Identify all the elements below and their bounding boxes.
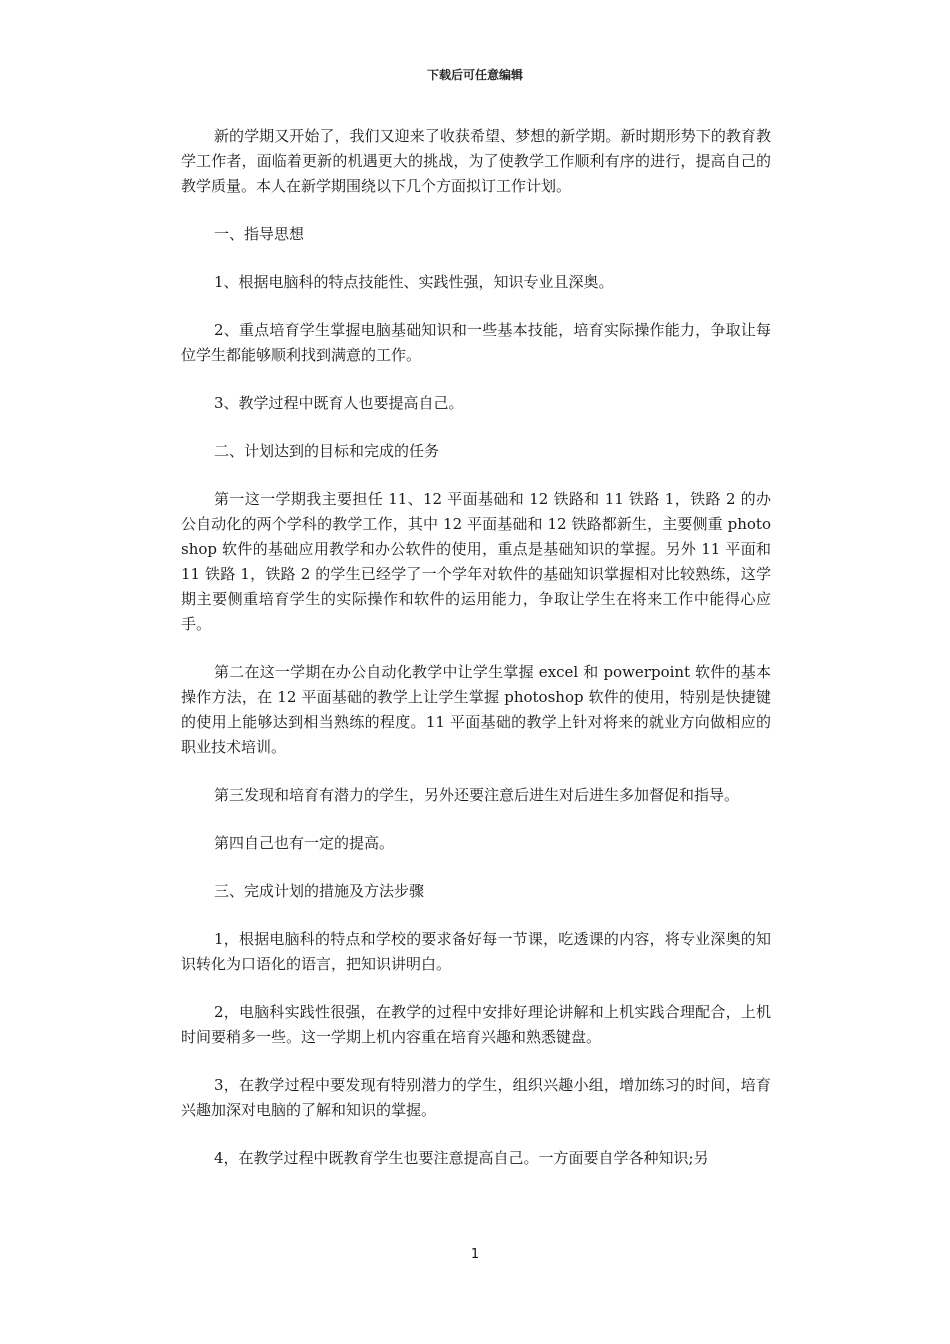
page-header: 下载后可任意编辑: [426, 68, 523, 82]
page-number: 1: [470, 1247, 480, 1262]
measure-item-1: 1，根据电脑科的特点和学校的要求备好每一节课，吃透课的内容，将专业深奥的知识转化为口语化的语言，把知识讲明白。: [181, 930, 771, 973]
document-body: [181, 124, 771, 1194]
measure-item-4: 4，在教学过程中既教育学生也要注意提高自己。一方面要自学各种知识;另: [214, 1149, 709, 1167]
guiding-item-2: 2、重点培育学生掌握电脑基础知识和一些基本技能，培育实际操作能力，争取让每位学生都能够顺利找到满意的工作。: [181, 321, 771, 364]
measure-item-3: 3，在教学过程中要发现有特别潜力的学生，组织兴趣小组，增加练习的时间，培育兴趣加深对电脑的了解和知识的掌握。: [181, 1076, 771, 1119]
measure-item-2: 2，电脑科实践性很强，在教学的过程中安排好理论讲解和上机实践合理配合，上机时间要稍多一些。这一学期上机内容重在培育兴趣和熟悉键盘。: [181, 1003, 771, 1046]
intro-paragraph: 新的学期又开始了，我们又迎来了收获希望、梦想的新学期。新时期形势下的教育教学工作者，面临着更新的机遇更大的挑战，为了使教学工作顺利有序的进行，提高自己的教学质量。本人在新学期围绕以下几个方面拟订工作计划。: [181, 127, 771, 195]
goal-first-paragraph: 第一这一学期我主要担任 11、12 平面基础和 12 铁路和 11 铁路 1，铁路 2 的办公自动化的两个学科的教学工作，其中 12 平面基础和 12 铁路都新生，主要侧重 photoshop 软件的基础应用教学和办公软件的使用，重点是基础知识的掌握。另外 11 平面和 11 铁路 1，铁路 2 的学生已经学了一个学年对软件的基础知识掌握相对比较熟练，这学期主要侧重培育学生的实际操作和软件的运用能力，争取让学生在将来工作中能得心应手。: [181, 490, 771, 633]
section-heading-measures: 三、完成计划的措施及方法步骤: [214, 882, 425, 900]
goal-second-paragraph: 第二在这一学期在办公自动化教学中让学生掌握 excel 和 powerpoint 软件的基本操作方法，在 12 平面基础的教学上让学生掌握 photoshop 软件的使用，特别是快捷键的使用上能够达到相当熟练的程度。11 平面基础的教学上针对将来的就业方向做相应的职业技术培训。: [181, 663, 771, 756]
goal-fourth-paragraph: 第四自己也有一定的提高。: [214, 834, 395, 852]
guiding-item-1: 1、根据电脑科的特点技能性、实践性强，知识专业且深奥。: [214, 273, 614, 291]
section-heading-guiding-ideas: 一、指导思想: [214, 225, 305, 243]
guiding-item-3: 3、教学过程中既育人也要提高自己。: [214, 394, 464, 412]
section-heading-goals: 二、计划达到的目标和完成的任务: [214, 442, 440, 460]
goal-third-paragraph: 第三发现和培育有潜力的学生，另外还要注意后进生对后进生多加督促和指导。: [214, 786, 740, 804]
